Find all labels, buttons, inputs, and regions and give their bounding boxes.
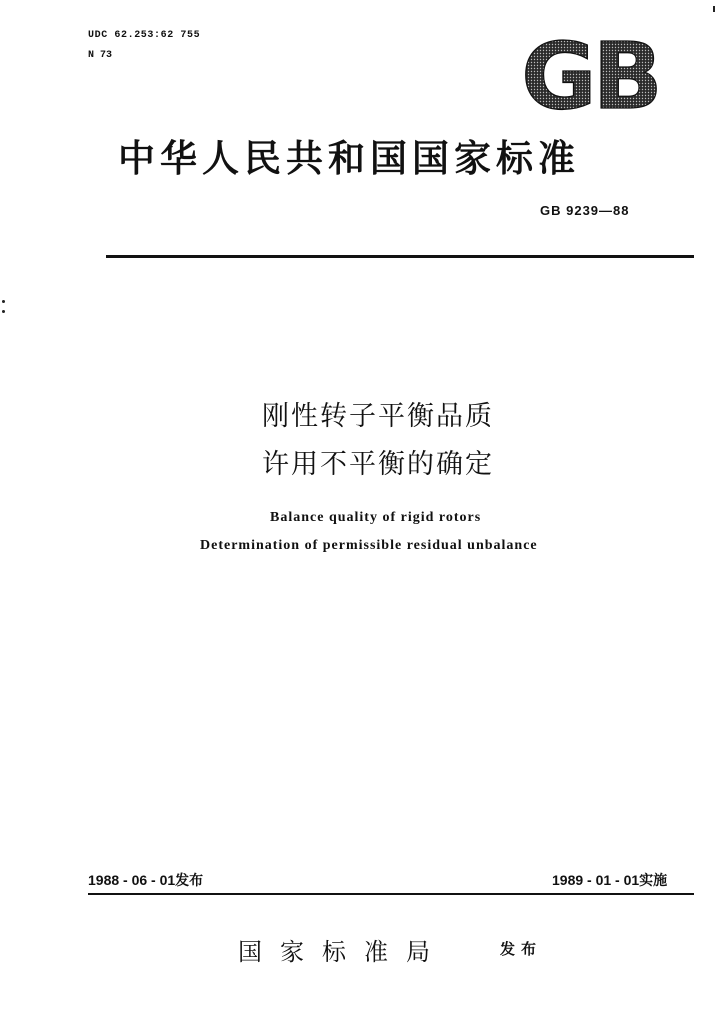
standard-number: GB 9239—88 — [540, 203, 630, 218]
implementation-date: 1989 - 01 - 01实施 — [552, 872, 668, 888]
svg-text:GB: GB — [521, 34, 659, 116]
scan-speck — [2, 310, 5, 313]
header-divider — [106, 255, 694, 258]
n-classification-code: N 73 — [88, 50, 113, 61]
issuing-authority: 国家标准局 — [238, 938, 448, 966]
gb-logo — [515, 34, 665, 116]
scan-speck — [713, 6, 715, 12]
document-title-en-line2: Determination of permissible residual unbalance — [200, 538, 538, 553]
udc-classification: UDC 62.253:62 755 — [88, 30, 201, 41]
document-title-cn-line1: 刚性转子平衡品质 — [262, 401, 494, 432]
issue-date: 1988 - 06 - 01发布 — [88, 872, 204, 888]
footer-divider — [88, 893, 694, 895]
national-standard-title: 中华人民共和国国家标准 — [118, 137, 580, 180]
document-title-en-line1: Balance quality of rigid rotors — [270, 510, 482, 525]
document-title-cn-line2: 许用不平衡的确定 — [262, 449, 494, 480]
publish-label: 发布 — [500, 941, 543, 958]
scan-speck — [2, 300, 5, 303]
